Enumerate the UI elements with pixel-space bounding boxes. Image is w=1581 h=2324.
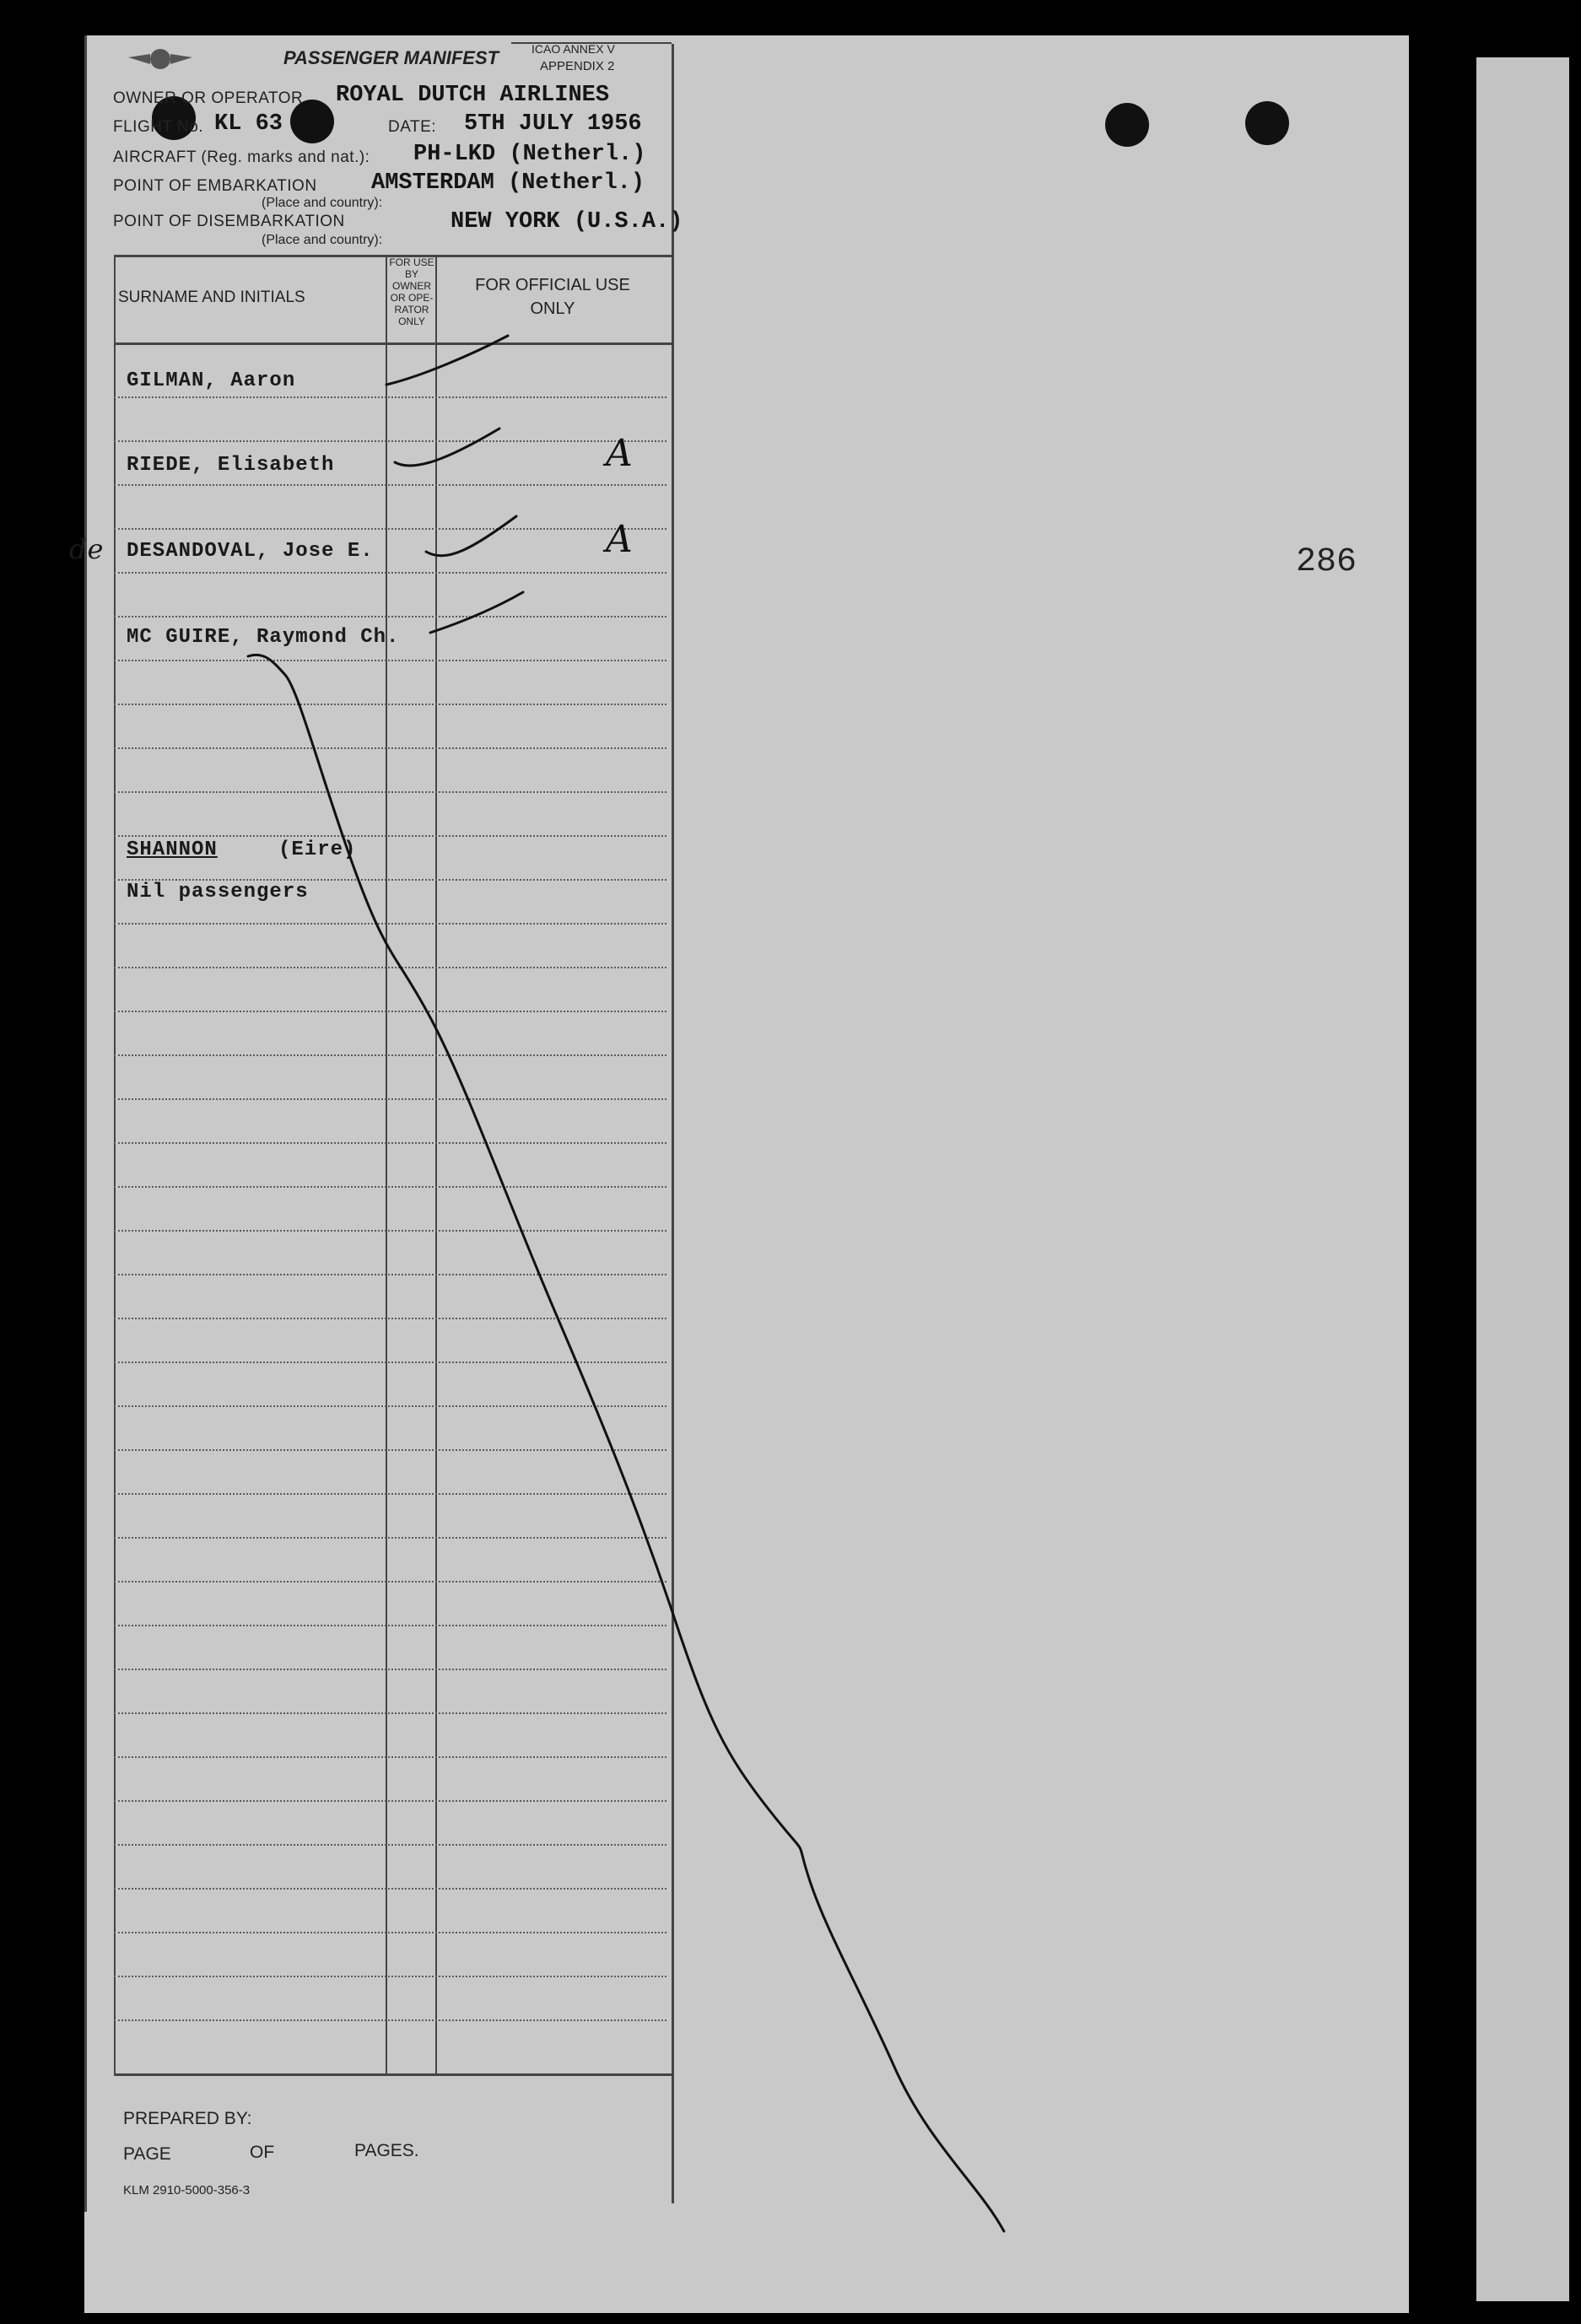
disembarkation-label: POINT OF DISEMBARKATION [113,213,345,230]
cancellation-line [248,655,1004,2231]
owner-use-line: ONLY [398,315,425,327]
stopover-note: Nil passengers [127,881,309,903]
official-mark: A [606,518,633,561]
embarkation-label: POINT OF EMBARKATION [113,177,317,195]
stopover-place: SHANNON [127,838,218,861]
passenger-name: MC GUIRE, Raymond Ch. [127,626,400,649]
checkmark-icon [426,516,516,556]
flight-value: KL 63 [214,111,283,137]
surname-column-header: SURNAME AND INITIALS [118,288,305,306]
official-mark: A [606,432,633,475]
owner-use-line: BY [404,268,418,280]
pages-label: PAGES. [354,2141,419,2160]
date-label: DATE: [388,118,437,136]
stopover-country: (Eire) [278,838,357,861]
owner-use-line: OWNER [392,280,431,292]
owner-use-line: OR OPE- [390,292,434,304]
official-use-column-header: FOR OFFICIAL USE ONLY [475,276,630,318]
prepared-by-label: PREPARED BY: [123,2109,252,2128]
appendix-label: APPENDIX 2 [540,59,615,73]
checkmark-icon [430,592,523,633]
owner-value: ROYAL DUTCH AIRLINES [336,83,610,108]
checkmark-icon [386,336,508,385]
place-country-note: (Place and country): [262,196,383,210]
page-number: 286 [1296,543,1357,581]
flight-label: FLIGHT No. [113,118,204,136]
passenger-name: RIEDE, Elisabeth [127,454,335,477]
form-code: KLM 2910-5000-356-3 [123,2183,251,2197]
passenger-name: GILMAN, Aaron [127,369,296,392]
place-country-note: (Place and country): [262,233,383,247]
date-value: 5TH JULY 1956 [464,111,642,137]
aircraft-label: AIRCRAFT (Reg. marks and nat.): [113,148,370,166]
embarkation-value: AMSTERDAM (Netherl.) [371,170,645,196]
of-label: OF [250,2143,275,2162]
aircraft-value: PH-LKD (Netherl.) [413,142,646,167]
passenger-name-prefix: de [69,533,105,565]
page-label: PAGE [123,2144,171,2164]
checkmark-icon [395,429,499,466]
owner-label: OWNER OR OPERATOR [113,89,304,107]
form-title: PASSENGER MANIFEST [283,47,499,68]
disembarkation-value: NEW YORK (U.S.A.) [451,209,683,235]
annex-label: ICAO ANNEX V [531,42,615,56]
owner-use-line: RATOR [394,304,429,315]
passenger-name: DESANDOVAL, Jose E. [127,540,374,563]
owner-use-line: FOR USE [389,256,434,268]
